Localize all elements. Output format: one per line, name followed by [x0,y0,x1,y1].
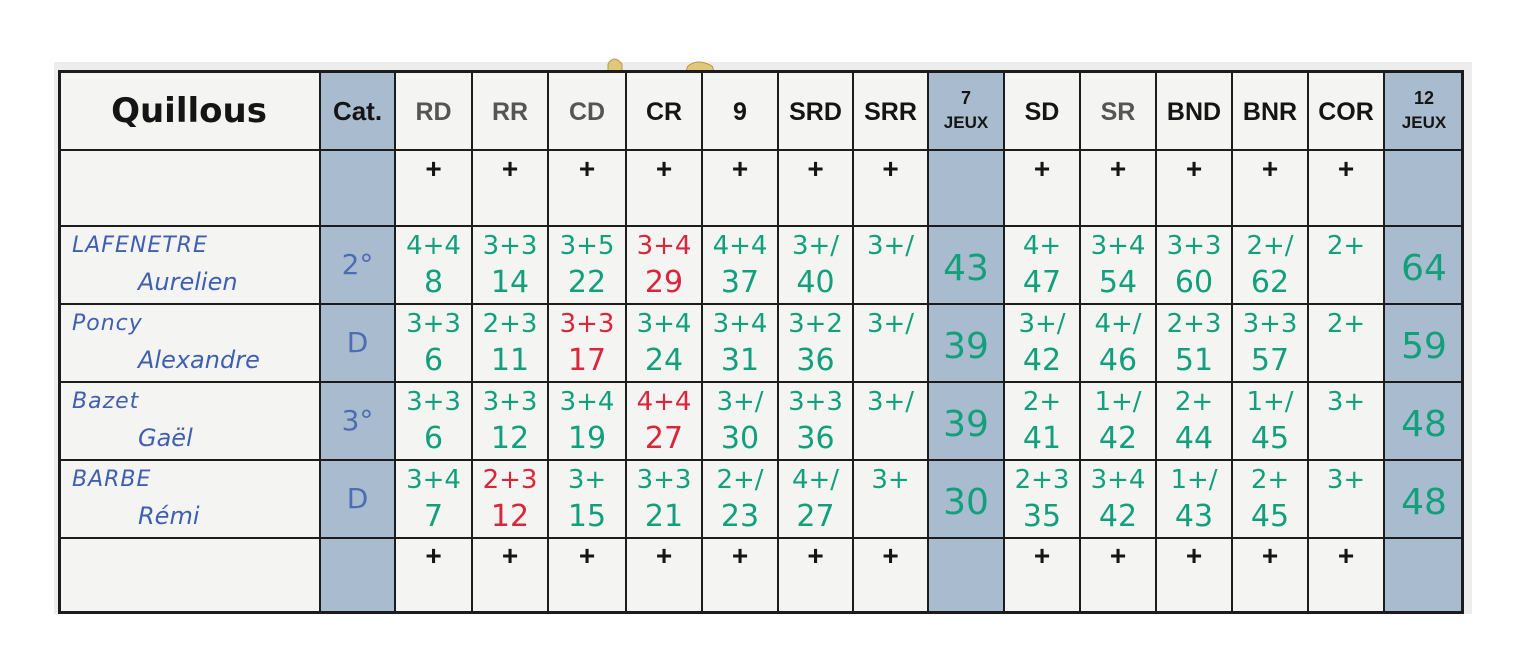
score-cumulative: 47 [1022,265,1062,300]
score-cumulative: 6 [423,343,444,378]
plus-sign-top: + [1337,153,1355,184]
total-12-jeux: 59 [1401,326,1447,367]
score-throws: 4+4 [406,231,461,261]
score-throws: 3+4 [636,309,692,339]
plus-sign-top: + [655,153,673,184]
plus-sign-top: + [731,153,749,184]
score-cumulative: 54 [1098,265,1138,300]
score-cumulative: 35 [1022,499,1062,534]
score-throws: 3+3 [559,309,615,339]
column-header-jeux: JEUX [943,113,989,132]
score-cumulative: 12 [490,499,530,534]
score-cumulative: 30 [720,421,760,456]
column-header-number: 7 [960,88,972,108]
plus-sign-bottom: + [655,540,673,571]
score-throws: 2+ [1174,387,1214,417]
score-throws: 2+3 [1014,465,1070,495]
score-throws: 3+4 [1090,465,1146,495]
total-12-jeux: 48 [1401,482,1447,523]
score-cumulative: 6 [423,421,444,456]
score-throws: 3+3 [788,387,843,417]
board-title: Quillous [111,91,267,131]
plus-sign-bottom: + [1033,540,1051,571]
score-throws: 2+ [1326,309,1366,339]
score-throws: 3+4 [559,387,615,417]
score-throws: 3+/ [866,309,915,339]
score-cumulative: 24 [644,343,684,378]
score-cumulative: 42 [1098,499,1138,534]
score-throws: 3+/ [1018,309,1066,339]
player-surname: Poncy [72,311,143,336]
score-throws: 3+ [1326,387,1366,417]
score-throws: 3+/ [866,387,915,417]
score-throws: 3+3 [636,465,692,495]
column-header-rd: RD [415,98,452,126]
player-surname: BARBE [72,467,152,492]
score-throws: 3+3 [1166,231,1222,261]
score-cumulative: 29 [644,265,684,300]
score-cumulative: 40 [796,265,835,300]
score-throws: 4+4 [636,387,692,417]
player-surname: LAFENETRE [72,233,208,258]
score-throws: 2+3 [482,309,538,339]
subtotal-7-jeux: 39 [943,326,989,367]
score-cumulative: 42 [1098,421,1138,456]
plus-sign-bottom: + [501,540,519,571]
plus-sign-bottom: + [425,540,442,571]
player-category: 2° [341,248,374,281]
score-cumulative: 45 [1250,421,1290,456]
cat-header: Cat. [332,96,383,126]
score-cumulative: 27 [644,421,684,456]
score-throws: 2+/ [716,465,764,495]
score-cumulative: 19 [567,421,607,456]
plus-sign-bottom: + [1261,540,1279,571]
score-throws: 3+4 [406,465,461,495]
column-header-cor: COR [1318,98,1374,126]
score-throws: 3+3 [482,231,538,261]
subtotal-7-jeux: 43 [943,248,989,289]
score-throws: 4+4 [712,231,768,261]
score-cumulative: 8 [423,265,444,300]
score-cumulative: 36 [796,421,835,456]
score-throws: 4+ [1022,231,1062,261]
total-12-jeux: 48 [1401,404,1447,445]
score-cumulative: 21 [644,499,684,534]
score-cumulative: 17 [567,343,607,378]
score-throws: 2+ [1250,465,1290,495]
score-throws: 3+4 [636,231,692,261]
score-cumulative: 45 [1250,499,1290,534]
score-cumulative: 41 [1022,421,1062,456]
column-header-9: 9 [733,98,747,126]
plus-sign-top: + [807,153,824,184]
column-header-bnr: BNR [1242,98,1298,126]
score-cumulative: 42 [1022,343,1062,378]
column-header-cd: CD [568,98,606,126]
column-header-sd: SD [1024,98,1060,126]
column-header-bnd: BND [1166,98,1222,126]
score-cumulative: 57 [1250,343,1290,378]
score-throws: 3+3 [1242,309,1298,339]
score-throws: 2+ [1022,387,1062,417]
score-throws: 1+/ [1094,387,1142,417]
plus-sign-top: + [1185,153,1203,184]
plus-sign-top: + [501,153,519,184]
subtotal-7-jeux: 30 [943,482,989,523]
score-cumulative: 46 [1098,343,1138,378]
score-cumulative: 7 [423,499,444,534]
player-firstname: Aurelien [138,268,238,296]
score-throws: 3+ [1326,465,1366,495]
score-throws: 3+4 [712,309,768,339]
plus-sign-top: + [1033,153,1051,184]
player-category: 3° [341,404,374,437]
score-throws: 3+5 [559,231,615,261]
column-header-number: 12 [1413,88,1435,108]
player-category: D [346,482,369,515]
score-throws: 4+/ [1094,309,1142,339]
plus-sign-bottom: + [882,540,899,571]
score-cumulative: 62 [1250,265,1290,300]
score-cumulative: 14 [490,265,530,300]
column-header-jeux: JEUX [1401,113,1447,132]
score-throws: 3+3 [406,309,461,339]
plus-sign-top: + [1261,153,1279,184]
score-cumulative: 44 [1174,421,1214,456]
score-throws: 3+/ [866,231,915,261]
plus-sign-bottom: + [807,540,824,571]
player-category: D [346,326,369,359]
plus-sign-top: + [882,153,899,184]
plus-sign-top: + [1109,153,1127,184]
column-header-srd: SRD [789,98,842,126]
score-throws: 3+ [567,465,607,495]
score-cumulative: 36 [796,343,835,378]
player-surname: Bazet [72,389,140,414]
score-throws: 4+/ [791,465,840,495]
column-header-cr: CR [645,98,683,126]
column-header-rr: RR [491,98,529,126]
score-throws: 3+2 [788,309,843,339]
score-cumulative: 11 [490,343,530,378]
score-cumulative: 23 [720,499,760,534]
score-cumulative: 12 [490,421,530,456]
subtotal-7-jeux: 39 [943,404,989,445]
score-cumulative: 27 [796,499,835,534]
score-throws: 1+/ [1246,387,1294,417]
plus-sign-bottom: + [578,540,596,571]
plus-sign-bottom: + [731,540,749,571]
score-throws: 3+/ [791,231,840,261]
player-firstname: Gaël [138,424,193,452]
score-cumulative: 37 [720,265,760,300]
plus-sign-bottom: + [1337,540,1355,571]
score-grid [58,70,1464,614]
plus-sign-top: + [425,153,442,184]
score-cumulative: 51 [1174,343,1214,378]
score-throws: 3+/ [716,387,764,417]
score-throws: 2+3 [1166,309,1222,339]
score-throws: 2+ [1326,231,1366,261]
score-throws: 1+/ [1170,465,1218,495]
column-header-srr: SRR [864,98,917,126]
score-cumulative: 60 [1174,265,1214,300]
plus-sign-top: + [578,153,596,184]
plus-sign-bottom: + [1185,540,1203,571]
player-firstname: Rémi [138,502,200,530]
score-throws: 2+3 [482,465,538,495]
total-12-jeux: 64 [1401,248,1447,289]
score-cumulative: 31 [720,343,760,378]
score-throws: 3+ [871,465,910,495]
score-throws: 3+4 [1090,231,1146,261]
score-throws: 2+/ [1246,231,1294,261]
player-firstname: Alexandre [138,346,260,374]
score-cumulative: 43 [1174,499,1214,534]
score-throws: 3+3 [406,387,461,417]
plus-sign-bottom: + [1109,540,1127,571]
column-header-sr: SR [1100,98,1136,126]
score-throws: 3+3 [482,387,538,417]
score-cumulative: 22 [567,265,607,300]
score-cumulative: 15 [567,499,607,534]
